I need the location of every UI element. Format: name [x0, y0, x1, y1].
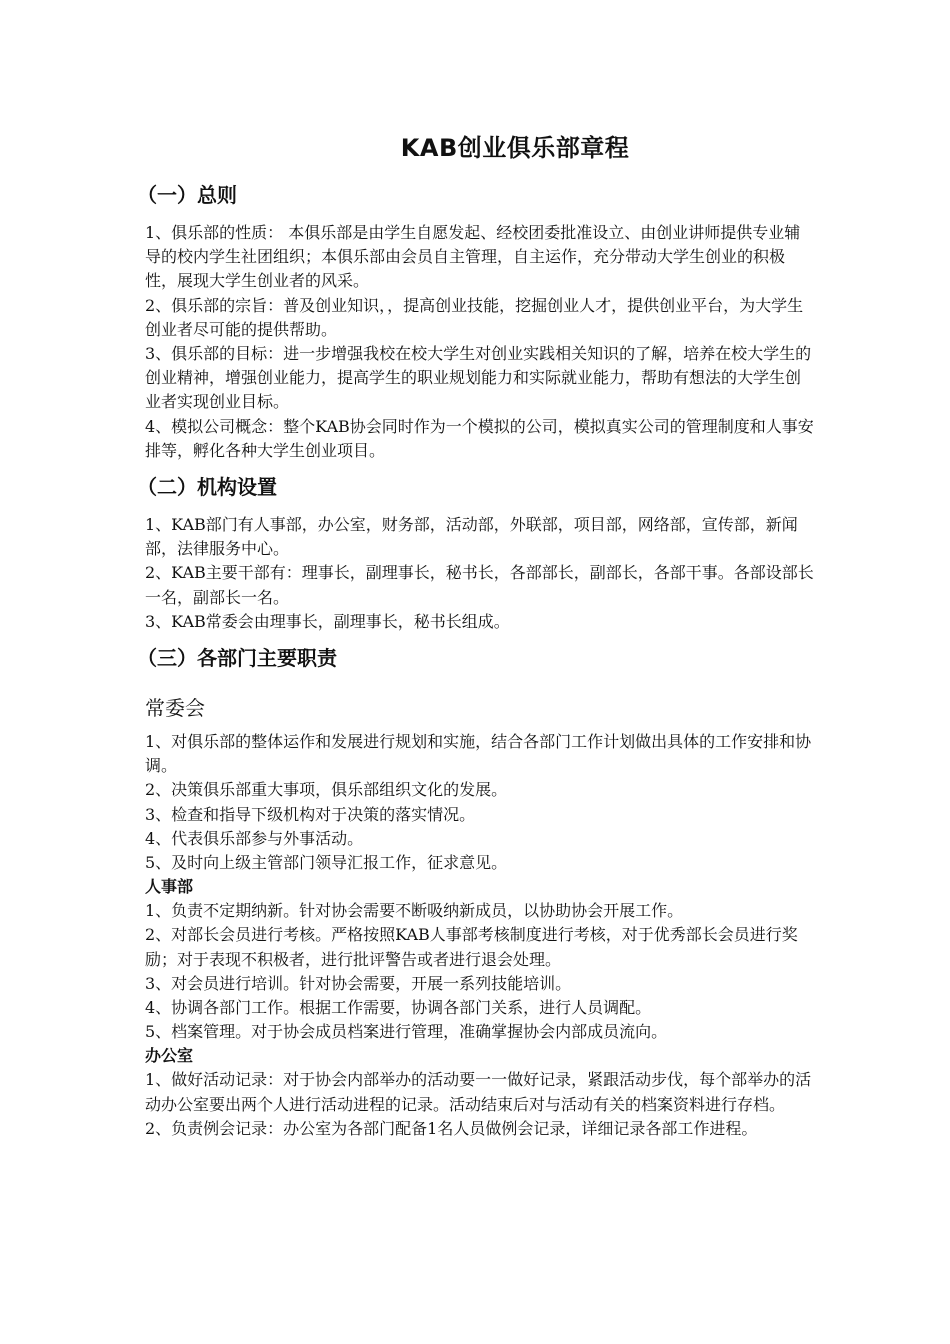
list-item: 3、对会员进行培训。针对协会需要，开展一系列技能培训。 — [145, 973, 572, 993]
section-organization — [137, 473, 815, 634]
document-page — [137, 128, 815, 1141]
list-item: 5、及时向上级主管部门领导汇报工作，征求意见。 — [145, 853, 508, 873]
list-item: 4、协调各部门工作。根据工作需要，协调各部门关系，进行人员调配。 — [145, 998, 652, 1018]
subsection-heading: 办公室 — [145, 1046, 194, 1066]
list-item: 5、档案管理。对于协会成员档案进行管理，准确掌握协会内部成员流向。 — [145, 1022, 668, 1042]
subsection-heading: 常委会 — [145, 696, 205, 721]
list-item: 4、代表俱乐部参与外事活动。 — [145, 828, 364, 848]
subsection-heading: 人事部 — [145, 877, 194, 897]
standing-committee — [145, 694, 815, 875]
office-department — [145, 1044, 815, 1141]
paragraph: 3、俱乐部的目标：进一步增强我校在校大学生对创业实践相关知识的了解，培养在校大学生的创业精神，增强创业能力，提高学生的职业规划能力和实际就业能力，帮助有想法的大学生创业者实现创业目标。 — [145, 344, 812, 412]
document-title: KAB创业俱乐部章程 — [400, 134, 630, 162]
paragraph: 2、俱乐部的宗旨：普及创业知识，，提高创业技能，挖掘创业人才，提供创业平台，为大学生创业者尽可能的提供帮助。 — [145, 295, 804, 339]
section-duties — [137, 644, 815, 672]
list-item: 2、对部长会员进行考核。严格按照KAB人事部考核制度进行考核，对于优秀部长会员进行奖励；对于表现不积极者，进行批评警告或者进行退会处理。 — [145, 925, 798, 969]
paragraph: 2、KAB主要干部有：理事长，副理事长，秘书长，各部部长，副部长，各部干事。各部设部长一名，副部长一名。 — [145, 563, 814, 607]
section-heading: （三）各部门主要职责 — [137, 646, 337, 671]
list-item: 2、决策俱乐部重大事项，俱乐部组织文化的发展。 — [145, 780, 508, 800]
list-item: 1、做好活动记录：对于协会内部举办的活动要一一做好记录，紧跟活动步伐，每个部举办的活动办公室要出两个人进行活动进程的记录。活动结束后对与活动有关的档案资料进行存档。 — [145, 1070, 812, 1114]
section-heading: （二）机构设置 — [137, 475, 277, 500]
list-item: 1、对俱乐部的整体运作和发展进行规划和实施，结合各部门工作计划做出具体的工作安排和协调。 — [145, 732, 812, 776]
section-heading: （一）总则 — [137, 183, 237, 207]
section-general — [137, 181, 815, 463]
list-item: 3、检查和指导下级机构对于决策的落实情况。 — [145, 804, 476, 824]
list-item: 1、负责不定期纳新。针对协会需要不断吸纳新成员，以协助协会开展工作。 — [145, 901, 684, 921]
list-item: 2、负责例会记录：办公室为各部门配备1名人员做例会记录，详细记录各部工作进程。 — [145, 1118, 758, 1138]
paragraph: 1、俱乐部的性质： 本俱乐部是由学生自愿发起、经校团委批准设立、由创业讲师提供专业辅导的校内学生社团组织；本俱乐部由会员自主管理，自主运作，充分带动大学生创业的积极性，展现大学生创业者的风采。 — [145, 223, 801, 291]
paragraph: 3、KAB常委会由理事长，副理事长，秘书长组成。 — [145, 611, 510, 631]
paragraph: 4、模拟公司概念：整个KAB协会同时作为一个模拟的公司，模拟真实公司的管理制度和人事安排等，孵化各种大学生创业项目。 — [145, 416, 814, 460]
paragraph: 1、KAB部门有人事部，办公室，财务部，活动部，外联部，项目部，网络部，宣传部，新闻部，法律服务中心。 — [145, 515, 798, 559]
hr-department — [145, 875, 815, 1044]
